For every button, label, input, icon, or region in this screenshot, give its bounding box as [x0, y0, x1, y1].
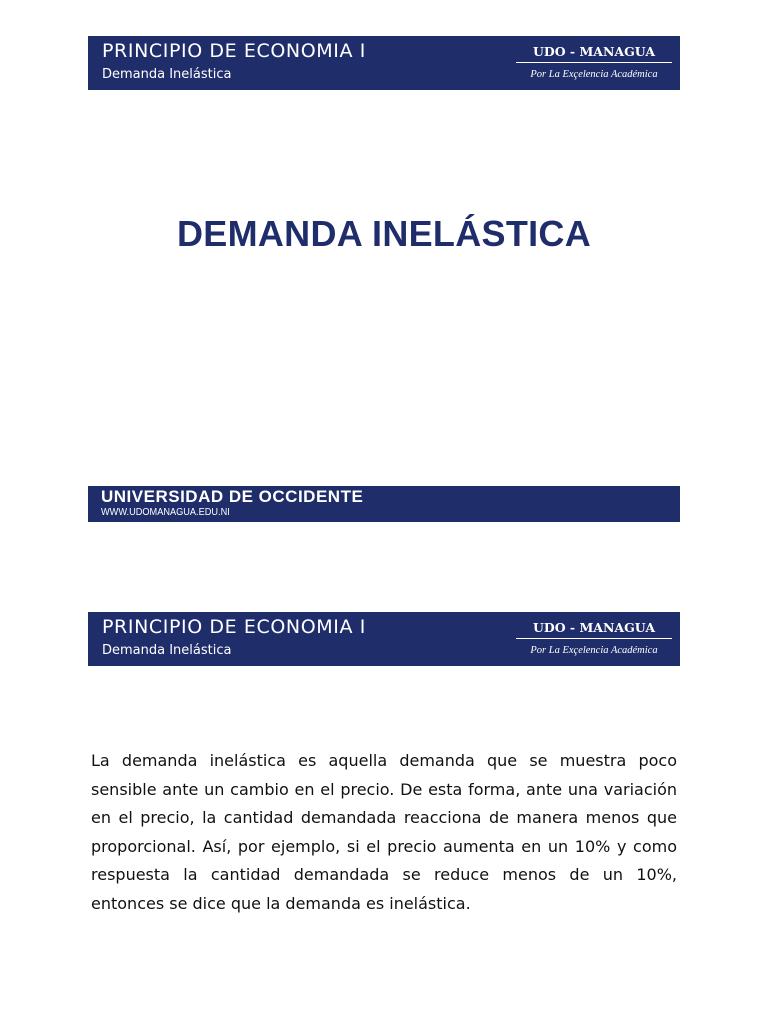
slide-title: DEMANDA INELÁSTICA [176, 213, 592, 254]
course-title: PRINCIPIO DE ECONOMIA I [102, 616, 366, 638]
university-website: WWW.UDOMANAGUA.EDU.NI [101, 507, 230, 518]
institution-name: UDO - MANAGUA [532, 620, 656, 635]
slide1-header-banner [88, 36, 680, 90]
university-name: UNIVERSIDAD DE OCCIDENTE [101, 487, 364, 506]
institution-divider [516, 638, 672, 639]
institution-motto: Por La Exçelencia Académica [530, 645, 658, 656]
institution-motto: Por La Exçelencia Académica [530, 69, 658, 80]
definition-paragraph: La demanda inelástica es aquella demanda que se muestra poco sensible ante un cambio en el precio. De esta forma, ante una variación en el precio, la cantidad demandada reacciona de manera menos que proporcional. Así, por ejemplo, si el precio aumenta en un 10% y como respuesta la cantidad demandada se reduce menos de un 10%, entonces se dice que la demanda es inelástica. [91, 751, 677, 913]
course-subtitle: Demanda Inelástica [102, 67, 232, 82]
institution-name: UDO - MANAGUA [532, 44, 656, 59]
university-footer-bar [88, 486, 680, 522]
course-title: PRINCIPIO DE ECONOMIA I [102, 40, 366, 62]
institution-divider [516, 62, 672, 63]
course-subtitle: Demanda Inelástica [102, 643, 232, 658]
slide2-header-banner [88, 612, 680, 666]
